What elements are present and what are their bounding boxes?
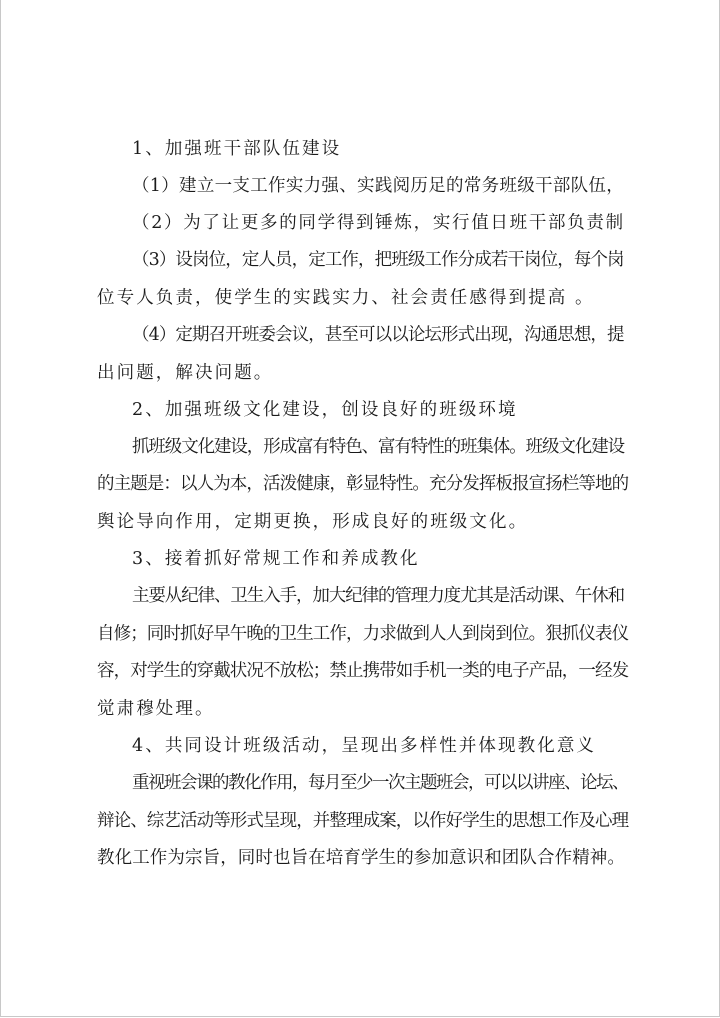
paragraph-line: （2）为了让更多的同学得到锤炼，实行值日班干部负责制 [132,213,625,233]
paragraph-line: 重视班会课的教化作用，每月至少一次主题班会，可以以讲座、论坛、 [132,773,628,793]
heading-1: 1、加强班干部队伍建设 [132,139,342,159]
paragraph-line: 抓班级文化建设，形成富有特色、富有特性的班集体。班级文化建设 [132,437,624,457]
heading-2: 2、加强班级文化建设，创设良好的班级环境 [132,400,518,420]
heading-3: 3、接着抓好常规工作和养成教化 [132,549,420,569]
heading-4: 4、共同设计班级活动，呈现出多样性并体现教化意义 [132,736,597,756]
paragraph-line: 教化工作为宗旨，同时也旨在培育学生的参加意识和团队合作精神。 [97,848,625,868]
paragraph-line: 舆论导向作用，定期更换，形成良好的班级文化。 [97,512,529,532]
paragraph-line: 容，对学生的穿戴状况不放松；禁止携带如手机一类的电子产品，一经发 [97,661,629,681]
paragraph-line: 自修；同时抓好早午晚的卫生工作，力求做到人人到岗到位。狠抓仪表仪 [97,624,629,644]
paragraph-line: （4）定期召开班委会议，甚至可以以论坛形式出现，沟通思想，提 [132,325,624,345]
paragraph-line: 的主题是：以人为本，活泼健康，彰显特性。充分发挥板报宣扬栏等地的 [97,474,629,494]
paragraph-line: （3）设岗位，定人员，定工作，把班级工作分成若干岗位，每个岗 [132,250,624,270]
paragraph-line: 主要从纪律、卫生入手，加大纪律的管理力度尤其是活动课、午休和 [132,586,624,606]
paragraph-line: 觉肃穆处理。 [97,699,215,719]
paragraph-line: （1）建立一支工作实力强、实践阅历足的常务班级干部队伍， [132,176,625,196]
paragraph-line: 位专人负责，使学生的实践实力、社会责任感得到提高 。 [97,288,595,308]
paragraph-line: 出问题，解决问题。 [97,363,274,383]
paragraph-line: 辩论、综艺活动等形式呈现，并整理成案，以作好学生的思想工作及心理 [97,811,629,831]
